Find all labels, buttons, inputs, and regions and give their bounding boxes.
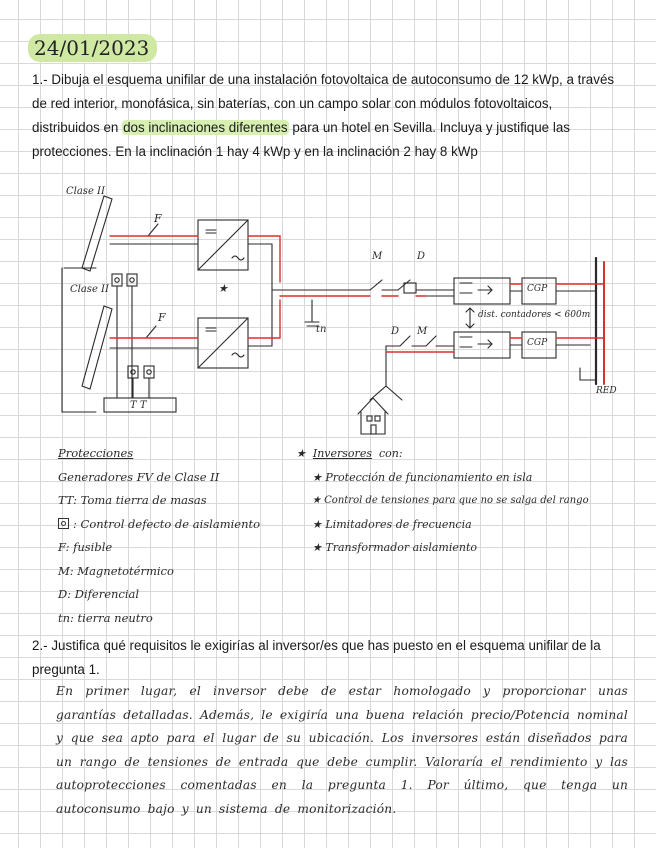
inverter-feature	[296, 513, 626, 537]
legend-item: Generadores FV de Clase II	[58, 469, 220, 484]
question-1-text-end: para un hotel en Sevilla. Incluya y justifique las protecciones. En la inclinación 1 hay 4 kWp y en la inclinación 2 hay 8 kWp	[32, 120, 570, 159]
question-2-answer: En primer lugar, el inversor debe de estar homologado y proporcionar unas garantías detalladas. Además, le exigiría una buena relación precio/Potencia nominal y que sea apto para el lugar de su ubicación. Los inversores están diseñados para un rango de tensiones de entrada que debe cumplir. Valoraría el rendimiento y las autoprotecciones comentadas en la pregunta 1. Por último, que tenga un autoconsumo bajo y un sistema de monitorización.	[56, 684, 628, 816]
red-label: RED	[596, 386, 617, 396]
insulation-monitor-4	[144, 366, 154, 378]
fuse-label-top: F	[154, 212, 162, 225]
fuse-label-bottom: F	[158, 311, 166, 324]
date-label: 24/01/2023	[28, 34, 157, 62]
pv-panel-top	[82, 196, 112, 271]
inversores-title: Inversores	[312, 447, 372, 460]
inverter-feature-text: Transformador aislamiento	[325, 541, 478, 554]
legend-item: tn: tierra neutro	[58, 610, 153, 625]
inversores-legend	[296, 442, 626, 560]
meter-box-bottom	[454, 332, 510, 358]
insulation-monitor-3	[128, 366, 138, 378]
d-label-bottom: D	[391, 326, 400, 337]
meter-box-top	[454, 278, 510, 304]
star-icon: ★	[312, 517, 322, 531]
star-icon: ★	[218, 282, 228, 295]
question-1-text-start: 1.- Dibuja el esquema unifilar de una instalación fotovoltaica de autoconsumo de 12 kWp, a través de red interior, monofásica, sin baterías, con un campo solar con módulos fotovoltaicos, distribuidos en	[32, 72, 615, 135]
class-label-top: Clase II	[66, 186, 105, 197]
inverter-feature-text: Control de tensiones para que no se salga del rango	[324, 495, 589, 506]
cgp-label-bottom: CGP	[527, 338, 548, 348]
protecciones-title: Protecciones	[58, 446, 134, 460]
fuse-bottom-1	[146, 326, 156, 338]
fuse-top-1	[148, 224, 158, 236]
star-icon: ★	[312, 541, 322, 554]
mcb-top	[370, 280, 382, 290]
d-label-top: D	[417, 251, 426, 262]
legend-item: : Control defecto de aislamiento	[73, 516, 261, 531]
protecciones-legend	[58, 442, 308, 630]
tt-label: T T	[130, 400, 147, 411]
inverter-feature-text: Limitadores de frecuencia	[325, 517, 472, 531]
m-label-top: M	[372, 251, 383, 262]
question-2: 2.- Justifica qué requisitos le exigirías al inversor/es que has puesto en el esquema unifilar de la pregunta 1.	[32, 638, 601, 677]
star-icon: ★	[296, 447, 306, 460]
distance-label: dist. contadores < 600m	[478, 310, 591, 320]
inversores-heading	[296, 442, 626, 466]
legend-item: F: fusible	[58, 540, 113, 554]
inverter-feature	[296, 536, 626, 560]
legend-item: TT: Toma tierra de masas	[58, 493, 207, 507]
star-icon: ★	[312, 470, 322, 484]
pv-panel-bottom	[82, 306, 112, 389]
legend-item: M: Magnetotérmico	[58, 563, 174, 578]
legend-item: D: Diferencial	[58, 587, 140, 601]
star-icon: ★	[312, 495, 321, 506]
m-label-bottom: M	[417, 326, 428, 337]
class-label-middle: Clase II	[70, 284, 109, 295]
legend-item-insulation	[58, 513, 308, 537]
inverter-feature	[296, 489, 626, 513]
inversores-suffix: con:	[378, 447, 403, 460]
tn-label: tn	[316, 324, 327, 335]
cgp-label-top: CGP	[527, 284, 548, 294]
insulation-box-icon	[58, 518, 69, 529]
insulation-monitor-1	[112, 274, 122, 286]
inverter-feature	[296, 466, 626, 490]
inverter-feature-text: Protección de funcionamiento en isla	[325, 470, 533, 484]
question-1-highlight: dos inclinaciones diferentes	[123, 120, 288, 135]
house-icon	[358, 398, 388, 434]
insulation-monitor-2	[127, 274, 137, 286]
tn-earth	[305, 300, 319, 326]
